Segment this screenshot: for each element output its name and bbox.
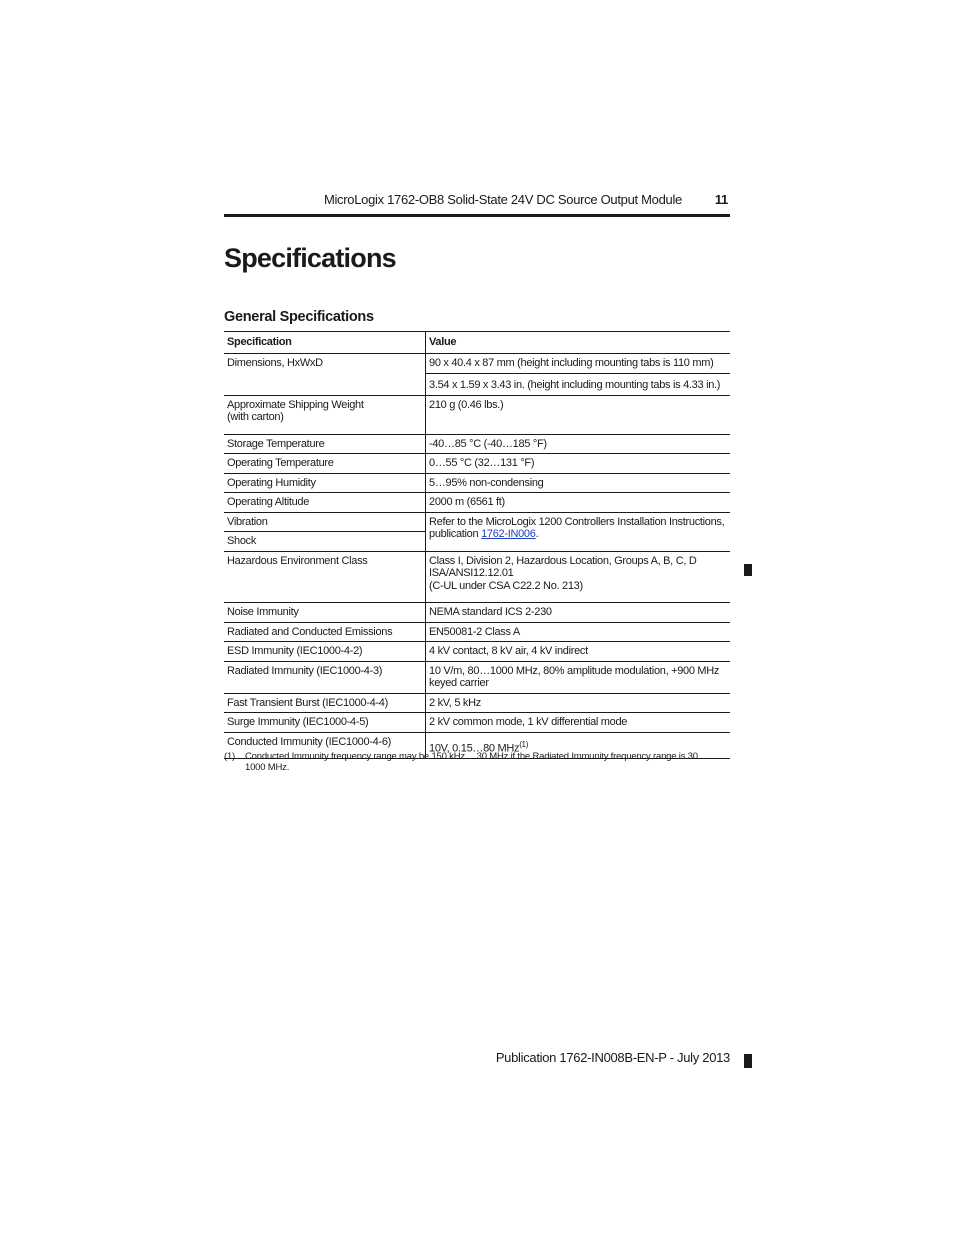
table-row [224,493,730,513]
spec-cell: ESD Immunity (IEC1000-4-2) [224,642,426,662]
spec-cell: Radiated Immunity (IEC1000-4-3) [224,661,426,693]
table-row [224,512,730,532]
spec-cell: Conducted Immunity (IEC1000-4-6) [224,732,426,758]
value-cell [426,512,731,551]
value-cell: 10 V/m, 80…1000 MHz, 80% amplitude modulation, +900 MHz keyed carrier [429,664,720,689]
table-row [224,642,730,662]
spec-cell: Noise Immunity [224,603,426,623]
value-cell: NEMA standard ICS 2-230 [429,606,552,618]
value-text: 10V, 0.15…80 MHz [429,742,520,755]
value-cell: 4 kV contact, 8 kV air, 4 kV indirect [429,645,588,657]
spec-cell [224,395,426,434]
spec-cell: Operating Humidity [224,473,426,493]
table-row [224,713,730,733]
spec-cell: Surge Immunity (IEC1000-4-5) [224,713,426,733]
value-text: Refer to the MicroLogix 1200 Controllers Installation Instructions, publication [429,515,725,540]
general-specifications-table [224,331,730,759]
spec-cell: Hazardous Environment Class [224,551,426,603]
value-text: . [535,528,539,540]
table-row [224,395,730,434]
table-row [224,434,730,454]
spec-line: (with carton) [227,411,284,423]
table-header-row [224,332,730,354]
column-header-specification: Specification [224,332,426,354]
table-row [224,622,730,642]
table-row [224,551,730,603]
spec-cell: Shock [224,532,426,552]
page-number: 11 [714,192,728,207]
spec-cell: Vibration [224,512,426,532]
footnote-text: Conducted Immunity frequency range may be 150 kHz… 30 MHz if the Radiated Immunity frequency range is 30…1000 MHz. [245,751,708,773]
value-cell: 5…95% non-condensing [429,476,544,489]
publication-footer: Publication 1762-IN008B-EN-P - July 2013 [495,1050,730,1065]
table-row [224,661,730,693]
spec-cell: Radiated and Conducted Emissions [224,622,426,642]
header-title: MicroLogix 1762-OB8 Solid-State 24V DC Source Output Module [323,192,682,207]
spec-cell: Dimensions, HxWxD [224,353,426,395]
footer-marker [744,1054,752,1068]
value-cell: 210 g (0.46 lbs.) [429,398,504,411]
spec-line: Approximate Shipping Weight [227,398,364,411]
header-rule [224,214,730,217]
table-row [224,603,730,623]
value-cell: 2 kV, 5 kHz [429,696,481,709]
change-bar [744,564,752,576]
value-cell [426,353,731,395]
table-row [224,473,730,493]
value-cell [426,551,731,603]
value-cell: 2 kV common mode, 1 kV differential mode [429,716,628,728]
value-line: ISA/ANSI12.12.01 [429,567,514,579]
column-header-value: Value [429,336,457,348]
spec-cell: Fast Transient Burst (IEC1000-4-4) [224,693,426,713]
value-cell: 2000 m (6561 ft) [429,496,505,508]
value-cell: 0…55 °C (32…131 °F) [429,457,535,469]
table-row [224,454,730,474]
publication-link[interactable]: 1762-IN006 [481,528,536,540]
value-line: Class I, Division 2, Hazardous Location, Groups A, B, C, D [429,554,697,567]
section-title: General Specifications [224,309,374,325]
table-row [224,693,730,713]
footnote-mark: (1) [224,751,236,762]
value-line: (C-UL under CSA C22.2 No. 213) [429,579,583,592]
value-metric: 90 x 40.4 x 87 mm (height including mounting tabs is 110 mm) [429,356,714,369]
value-cell: -40…85 °C (-40…185 °F) [429,437,547,450]
footnote-reference: (1) [519,739,529,749]
page-title: Specifications [224,243,396,273]
table-row [224,353,730,395]
spec-cell: Operating Altitude [224,493,426,513]
value-imperial: 3.54 x 1.59 x 3.43 in. (height including mounting tabs is 4.33 in.) [426,373,730,392]
value-cell: EN50081-2 Class A [429,625,520,638]
spec-cell: Storage Temperature [224,434,426,454]
spec-cell: Operating Temperature [224,454,426,474]
